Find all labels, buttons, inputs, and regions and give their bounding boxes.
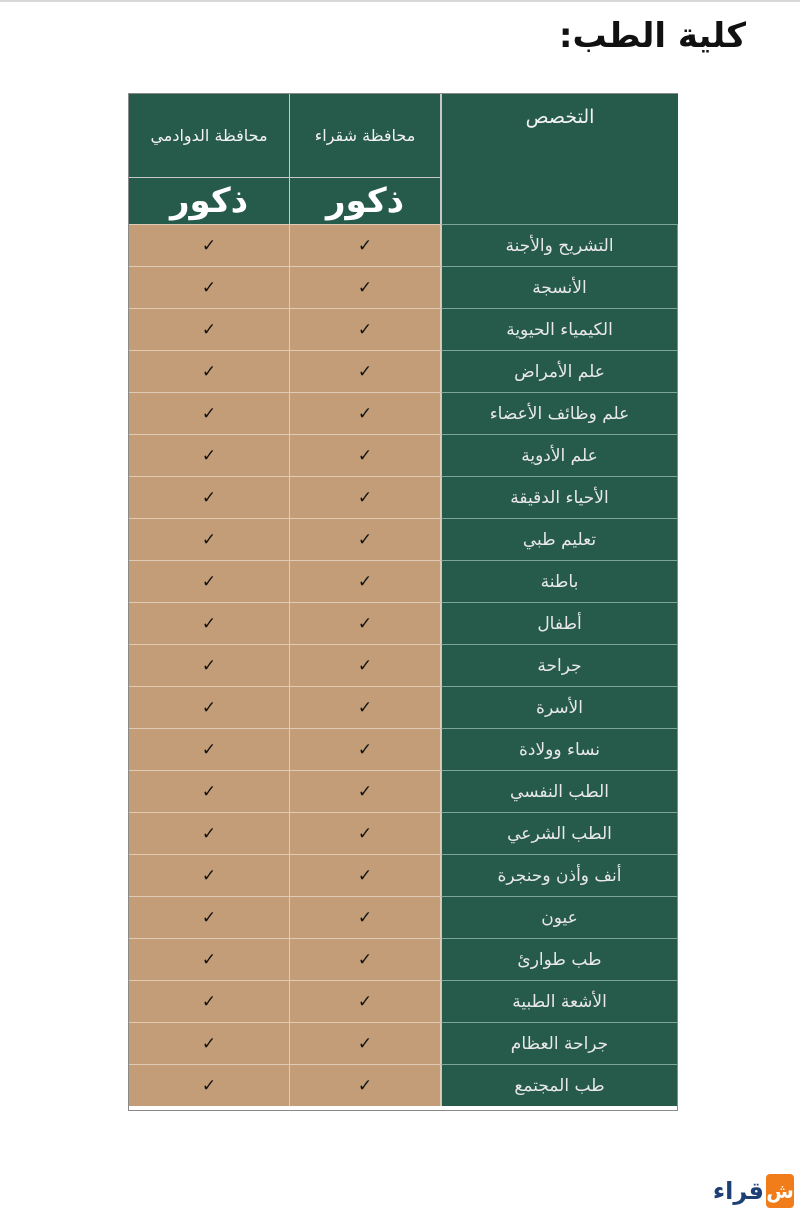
- header-gender-shaqra: ذكور: [290, 178, 441, 224]
- table-row: [129, 1022, 677, 1064]
- check-mark-icon: ✓: [129, 896, 290, 938]
- specialty-cell: الأحياء الدقيقة: [441, 476, 677, 518]
- check-mark-icon: ✓: [129, 770, 290, 812]
- table-row: [129, 980, 677, 1022]
- check-mark-icon: ✓: [290, 560, 441, 602]
- check-mark-icon: ✓: [129, 224, 290, 266]
- check-mark-icon: ✓: [290, 686, 441, 728]
- table-row: [129, 308, 677, 350]
- specialty-cell: أنف وأذن وحنجرة: [441, 854, 677, 896]
- table-row: [129, 686, 677, 728]
- check-mark-icon: ✓: [129, 1022, 290, 1064]
- check-mark-icon: ✓: [129, 392, 290, 434]
- specialty-cell: التشريح والأجنة: [441, 224, 677, 266]
- check-mark-icon: ✓: [290, 896, 441, 938]
- specialty-cell: الطب الشرعي: [441, 812, 677, 854]
- check-mark-icon: ✓: [290, 854, 441, 896]
- specialty-cell: نساء وولادة: [441, 728, 677, 770]
- check-mark-icon: ✓: [129, 560, 290, 602]
- table-row: [129, 938, 677, 980]
- check-mark-icon: ✓: [290, 476, 441, 518]
- check-mark-icon: ✓: [290, 602, 441, 644]
- specialty-cell: الطب النفسي: [441, 770, 677, 812]
- check-mark-icon: ✓: [129, 602, 290, 644]
- check-mark-icon: ✓: [129, 518, 290, 560]
- table-row: [129, 434, 677, 476]
- table-row: [129, 770, 677, 812]
- table-body: [129, 224, 677, 1106]
- table-row: [129, 644, 677, 686]
- check-mark-icon: ✓: [129, 350, 290, 392]
- check-mark-icon: ✓: [290, 518, 441, 560]
- check-mark-icon: ✓: [290, 770, 441, 812]
- check-mark-icon: ✓: [290, 980, 441, 1022]
- table-row: [129, 224, 677, 266]
- check-mark-icon: ✓: [290, 308, 441, 350]
- check-mark-icon: ✓: [129, 938, 290, 980]
- check-mark-icon: ✓: [290, 350, 441, 392]
- table-row: [129, 728, 677, 770]
- check-mark-icon: ✓: [129, 812, 290, 854]
- specialty-cell: الكيمياء الحيوية: [441, 308, 677, 350]
- specialty-cell: أطفال: [441, 602, 677, 644]
- check-mark-icon: ✓: [290, 1022, 441, 1064]
- check-mark-icon: ✓: [290, 812, 441, 854]
- check-mark-icon: ✓: [129, 644, 290, 686]
- header-governorate-shaqra: محافظة شقراء: [290, 94, 441, 178]
- specialty-cell: الأنسجة: [441, 266, 677, 308]
- specialty-cell: طب المجتمع: [441, 1064, 677, 1106]
- shaqra-logo: [713, 1174, 794, 1208]
- check-mark-icon: ✓: [129, 266, 290, 308]
- table-row: [129, 518, 677, 560]
- check-mark-icon: ✓: [290, 392, 441, 434]
- table-row: [129, 1064, 677, 1106]
- specialty-cell: علم الأدوية: [441, 434, 677, 476]
- specialty-cell: جراحة العظام: [441, 1022, 677, 1064]
- table-row: [129, 854, 677, 896]
- check-mark-icon: ✓: [290, 224, 441, 266]
- table-row: [129, 350, 677, 392]
- header-specialty: التخصص: [441, 94, 678, 224]
- check-mark-icon: ✓: [290, 728, 441, 770]
- table-row: [129, 602, 677, 644]
- logo-text: قراء: [712, 1177, 764, 1205]
- check-mark-icon: ✓: [290, 434, 441, 476]
- check-mark-icon: ✓: [290, 644, 441, 686]
- table-row: [129, 392, 677, 434]
- page-title: كلية الطب:: [558, 16, 746, 56]
- check-mark-icon: ✓: [129, 980, 290, 1022]
- specialty-cell: علم الأمراض: [441, 350, 677, 392]
- specialty-cell: الأسرة: [441, 686, 677, 728]
- specialty-cell: جراحة: [441, 644, 677, 686]
- check-mark-icon: ✓: [129, 308, 290, 350]
- specialty-cell: باطنة: [441, 560, 677, 602]
- check-mark-icon: ✓: [129, 728, 290, 770]
- top-divider: [0, 0, 800, 2]
- specialty-cell: طب طوارئ: [441, 938, 677, 980]
- table-row: [129, 560, 677, 602]
- check-mark-icon: ✓: [290, 1064, 441, 1106]
- specialty-cell: تعليم طبي: [441, 518, 677, 560]
- logo-mark: ش: [766, 1174, 794, 1208]
- specialty-cell: عيون: [441, 896, 677, 938]
- table-row: [129, 266, 677, 308]
- check-mark-icon: ✓: [129, 476, 290, 518]
- table-row: [129, 896, 677, 938]
- table-row: [129, 812, 677, 854]
- check-mark-icon: ✓: [290, 938, 441, 980]
- check-mark-icon: ✓: [290, 266, 441, 308]
- header-governorate-dawadmi: محافظة الدوادمي: [129, 94, 290, 178]
- specialty-cell: علم وظائف الأعضاء: [441, 392, 677, 434]
- check-mark-icon: ✓: [129, 854, 290, 896]
- header-gender-dawadmi: ذكور: [129, 178, 290, 224]
- specialties-table: [128, 93, 678, 1111]
- table-row: [129, 476, 677, 518]
- specialty-cell: الأشعة الطبية: [441, 980, 677, 1022]
- check-mark-icon: ✓: [129, 1064, 290, 1106]
- check-mark-icon: ✓: [129, 434, 290, 476]
- check-mark-icon: ✓: [129, 686, 290, 728]
